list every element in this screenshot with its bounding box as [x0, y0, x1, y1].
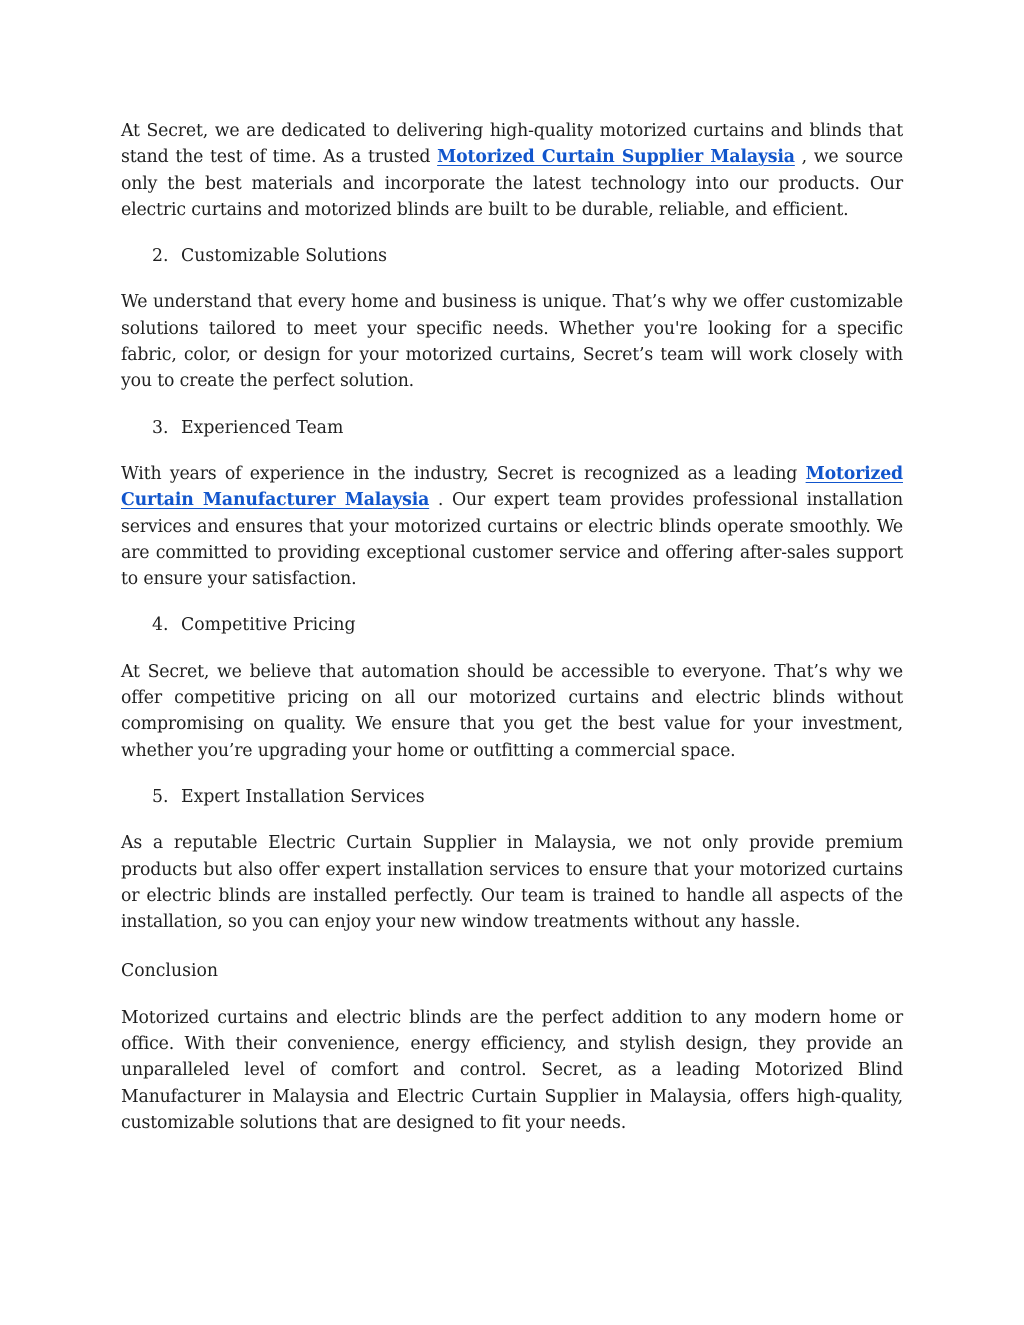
experienced-team-paragraph	[121, 461, 903, 592]
list-item-expert-installation	[121, 784, 903, 810]
list-item-label: Competitive Pricing	[181, 615, 356, 636]
paragraph-text: With years of experience in the industry, Secret is recognized as a leading	[121, 463, 806, 484]
list-number: 4.	[152, 615, 169, 636]
document-page	[121, 118, 903, 1136]
intro-paragraph	[121, 118, 903, 223]
paragraph-text: . Our expert team provides professional installation services and ensures that your motorized curtains or electric blinds operate smoothly. We are committed to providing exceptional customer service and offering after-sales support to ensure your satisfaction.	[121, 490, 903, 590]
list-item-label: Customizable Solutions	[181, 246, 387, 267]
list-item-label: Expert Installation Services	[181, 786, 425, 807]
list-item-experienced-team	[121, 415, 903, 441]
list-number: 5.	[152, 786, 169, 807]
paragraph-text: At Secret, we are dedicated to delivering high-quality motorized curtains and blinds that stand the test of time. As a trusted	[121, 121, 903, 168]
expert-installation-paragraph: As a reputable Electric Curtain Supplier in Malaysia, we not only provide premium products but also offer expert installation services to ensure that your motorized curtains or electric blinds are installed perfectly. Our team is trained to handle all aspects of the installation, so you can enjoy your new window treatments without any hassle.	[121, 833, 903, 933]
list-item-competitive-pricing	[121, 612, 903, 638]
competitive-pricing-paragraph: At Secret, we believe that automation should be accessible to everyone. That’s why we offer competitive pricing on all our motorized curtains and electric blinds without compromising on quality. We ensure that you get the best value for your investment, whether you’re upgrading your home or outfitting a commercial space.	[121, 661, 903, 761]
motorized-curtain-supplier-link[interactable]: Motorized Curtain Supplier Malaysia	[437, 147, 795, 168]
conclusion-paragraph: Motorized curtains and electric blinds are the perfect addition to any modern home or office. With their convenience, energy efficiency, and stylish design, they provide an unparalleled level of comfort and control. Secret, as a leading Motorized Blind Manufacturer in Malaysia and Electric Curtain Supplier in Malaysia, offers high-quality, customizable solutions that are designed to fit your needs.	[121, 1007, 903, 1133]
paragraph-text: , we source only the best materials and incorporate the latest technology into our products. Our electric curtains and motorized blinds are built to be durable, reliable, and efficient.	[121, 147, 903, 220]
motorized-curtain-manufacturer-link[interactable]: Motorized Curtain Manufacturer Malaysia	[121, 463, 903, 511]
list-item-label: Experienced Team	[181, 417, 344, 438]
conclusion-heading: Conclusion	[121, 961, 219, 982]
list-number: 3.	[152, 417, 169, 438]
list-item-customizable-solutions	[121, 243, 903, 269]
list-number: 2.	[152, 246, 169, 267]
customizable-solutions-paragraph: We understand that every home and business is unique. That’s why we offer customizable solutions tailored to meet your specific needs. Whether you're looking for a specific fabric, color, or design for your motorized curtains, Secret’s team will work closely with you to create the perfect solution.	[121, 292, 903, 392]
